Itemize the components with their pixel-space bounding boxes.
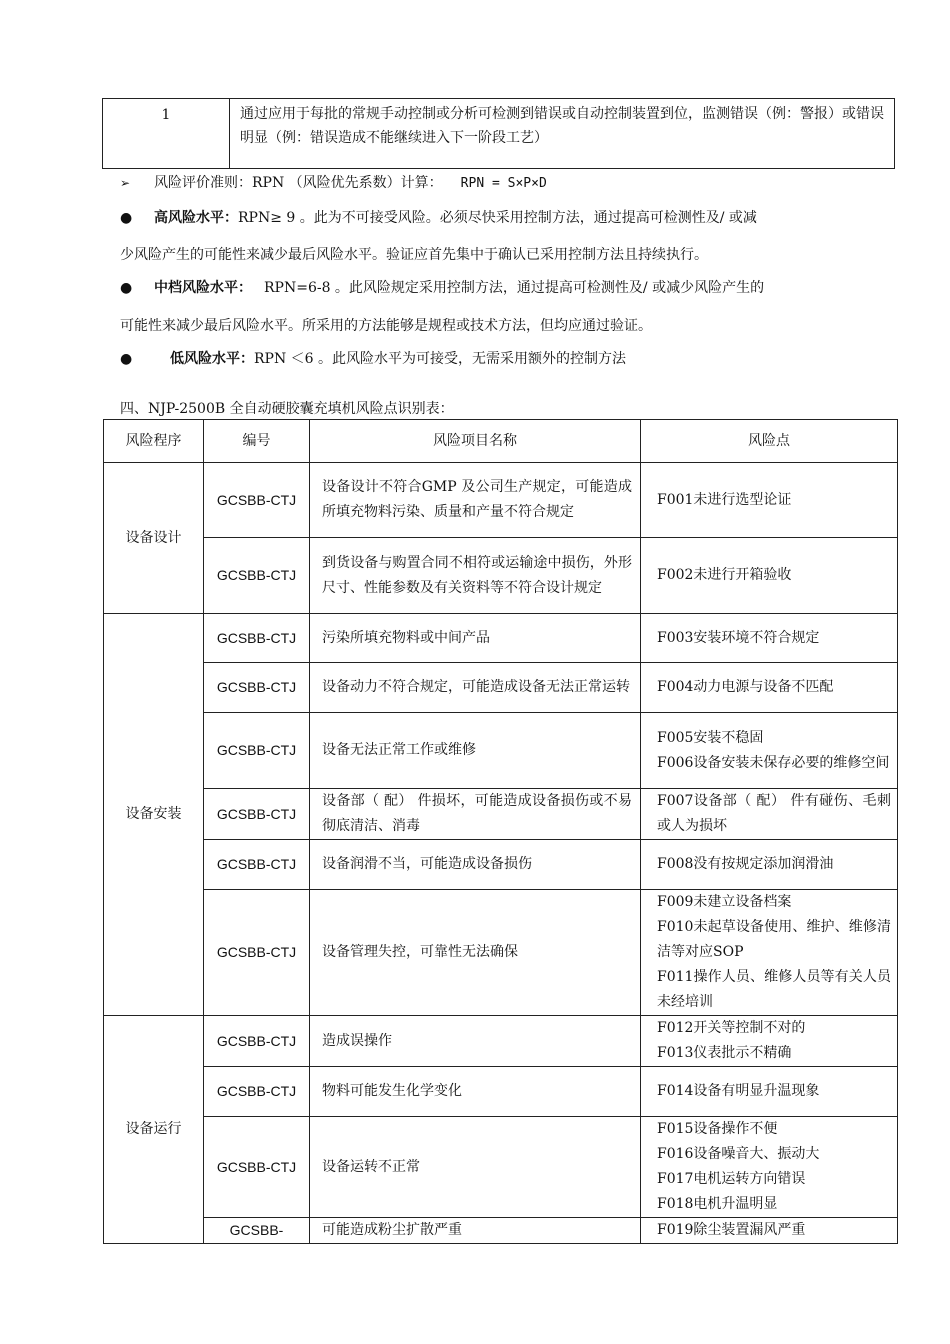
risk-point: F015设备操作不便 xyxy=(657,1121,778,1137)
low-risk-label: 低风险水平： xyxy=(170,351,254,367)
cell-risk-name: 造成误操作 xyxy=(310,1016,641,1067)
cell-risk-name: 可能造成粉尘扩散严重 xyxy=(310,1218,641,1244)
table-row xyxy=(104,1016,898,1067)
medium-risk-text-1: RPN=6-8 。此风险规定采用控制方法，通过提高可检测性及/ 或减少风险产生的 xyxy=(264,280,765,296)
cell-process: 设备安装 xyxy=(104,614,204,1016)
risk-point: F009未建立设备档案 xyxy=(657,894,792,910)
cell-process: 设备运行 xyxy=(104,1016,204,1244)
high-risk-label: 高风险水平： xyxy=(154,210,238,226)
cell-risk-name: 设备设计不符合GMP 及公司生产规定，可能造成所填充物料污染、质量和产量不符合规定 xyxy=(310,463,641,538)
low-risk-text: RPN ＜6 。此风险水平为可接受，无需采用额外的控制方法 xyxy=(254,351,627,367)
arrow-bullet-icon: ➢ xyxy=(120,176,131,190)
cell-process: 设备设计 xyxy=(104,463,204,614)
cell-risk-points xyxy=(641,614,898,663)
risk-point: F003安装环境不符合规定 xyxy=(657,629,820,646)
table-row xyxy=(104,614,898,663)
bullet-icon: ● xyxy=(120,210,133,226)
low-risk-line xyxy=(120,348,626,368)
risk-point: F002未进行开箱验收 xyxy=(657,567,792,583)
table-row xyxy=(104,1117,898,1218)
medium-risk-line-2: 可能性来减少最后风险水平。所采用的方法能够是规程或技术方法，但均应通过验证。 xyxy=(120,318,652,334)
cell-risk-name: 设备润滑不当，可能造成设备损伤 xyxy=(310,840,641,890)
cell-code: GCSBB- xyxy=(204,1218,310,1244)
cell-risk-name: 物料可能发生化学变化 xyxy=(310,1067,641,1117)
risk-point: F006设备安装未保存必要的维修空间 xyxy=(657,754,890,771)
cell-code: GCSBB-CTJ xyxy=(204,1067,310,1117)
risk-point: F018电机升温明显 xyxy=(657,1196,778,1212)
table-row xyxy=(104,789,898,840)
criteria-formula-line xyxy=(120,172,547,192)
risk-point: F001未进行选型论证 xyxy=(657,491,792,508)
criteria-description: 通过应用于每批的常规手动控制或分析可检测到错误或自动控制装置到位，监测错误（例：警报）或错误明显（例：错误造成不能继续进入下一阶段工艺） xyxy=(230,99,895,169)
cell-risk-points xyxy=(641,1016,898,1067)
cell-risk-points xyxy=(641,1117,898,1218)
header-code: 编号 xyxy=(204,420,310,463)
cell-risk-name: 设备部（ 配） 件损坏，可能造成设备损伤或不易彻底清洁、消毒 xyxy=(310,789,641,840)
medium-risk-line-1 xyxy=(120,277,764,297)
risk-point: F010未起草设备使用、维护、维修清洁等对应SOP xyxy=(657,919,891,960)
risk-point: F008没有按规定添加润滑油 xyxy=(657,856,834,872)
risk-point: F014设备有明显升温现象 xyxy=(657,1083,820,1099)
cell-risk-name: 设备无法正常工作或维修 xyxy=(310,713,641,789)
cell-risk-points xyxy=(641,538,898,614)
cell-code: GCSBB-CTJ xyxy=(204,840,310,890)
bullet-icon: ● xyxy=(120,351,133,367)
cell-risk-name: 到货设备与购置合同不相符或运输途中损伤，外形尺寸、性能参数及有关资料等不符合设计规定 xyxy=(310,538,641,614)
table-header-row xyxy=(104,420,898,463)
table-row xyxy=(104,538,898,614)
risk-point: F004动力电源与设备不匹配 xyxy=(657,679,834,695)
cell-risk-points xyxy=(641,890,898,1016)
table-row xyxy=(104,663,898,713)
risk-identification-table xyxy=(103,419,898,1244)
high-risk-text-1: RPN≥ 9 。此为不可接受风险。必须尽快采用控制方法，通过提高可检测性及/ 或减 xyxy=(238,210,757,226)
cell-code: GCSBB-CTJ xyxy=(204,538,310,614)
cell-code: GCSBB-CTJ xyxy=(204,463,310,538)
header-name: 风险项目名称 xyxy=(310,420,641,463)
header-points: 风险点 xyxy=(641,420,898,463)
cell-risk-name: 设备运转不正常 xyxy=(310,1117,641,1218)
cell-risk-points xyxy=(641,789,898,840)
bullet-icon: ● xyxy=(120,280,133,296)
risk-point: F016设备噪音大、振动大 xyxy=(657,1146,820,1162)
risk-point: F012开关等控制不对的 xyxy=(657,1020,806,1036)
criteria-label: 风险评价准则：RPN （风险优先系数）计算： xyxy=(154,175,443,191)
cell-risk-points xyxy=(641,840,898,890)
risk-point: F017电机运转方向错误 xyxy=(657,1171,806,1187)
cell-code: GCSBB-CTJ xyxy=(204,789,310,840)
cell-code: GCSBB-CTJ xyxy=(204,1016,310,1067)
cell-risk-points xyxy=(641,713,898,789)
risk-point: F011操作人员、维修人员等有关人员未经培训 xyxy=(657,969,891,1010)
cell-code: GCSBB-CTJ xyxy=(204,890,310,1016)
criteria-formula: RPN = S×P×D xyxy=(460,176,547,191)
cell-code: GCSBB-CTJ xyxy=(204,663,310,713)
cell-code: GCSBB-CTJ xyxy=(204,614,310,663)
cell-code: GCSBB-CTJ xyxy=(204,713,310,789)
risk-point: F019除尘装置漏风严重 xyxy=(657,1222,806,1238)
cell-risk-points xyxy=(641,463,898,538)
table-row xyxy=(104,713,898,789)
risk-point: F007设备部（ 配） 件有碰伤、毛刺或人为损坏 xyxy=(657,793,891,834)
header-process: 风险程序 xyxy=(104,420,204,463)
cell-risk-name: 设备动力不符合规定，可能造成设备无法正常运转 xyxy=(310,663,641,713)
table-row xyxy=(104,463,898,538)
risk-point: F005安装不稳固 xyxy=(657,729,764,746)
cell-risk-points xyxy=(641,1067,898,1117)
table-row xyxy=(104,1067,898,1117)
section-title: 四、NJP-2500B 全自动硬胶囊充填机风险点识别表： xyxy=(120,401,454,417)
table-row xyxy=(104,840,898,890)
cell-risk-points xyxy=(641,663,898,713)
criteria-table xyxy=(102,98,895,169)
table-row xyxy=(104,1218,898,1244)
criteria-number: 1 xyxy=(103,99,230,169)
risk-point: F013仪表批示不精确 xyxy=(657,1045,792,1061)
cell-risk-name: 设备管理失控，可靠性无法确保 xyxy=(310,890,641,1016)
cell-risk-points xyxy=(641,1218,898,1244)
table-row xyxy=(104,890,898,1016)
high-risk-line-2: 少风险产生的可能性来减少最后风险水平。验证应首先集中于确认已采用控制方法且持续执行。 xyxy=(120,247,708,263)
cell-risk-name: 污染所填充物料或中间产品 xyxy=(310,614,641,663)
cell-code: GCSBB-CTJ xyxy=(204,1117,310,1218)
medium-risk-label: 中档风险水平： xyxy=(154,280,252,296)
high-risk-line-1 xyxy=(120,207,757,227)
